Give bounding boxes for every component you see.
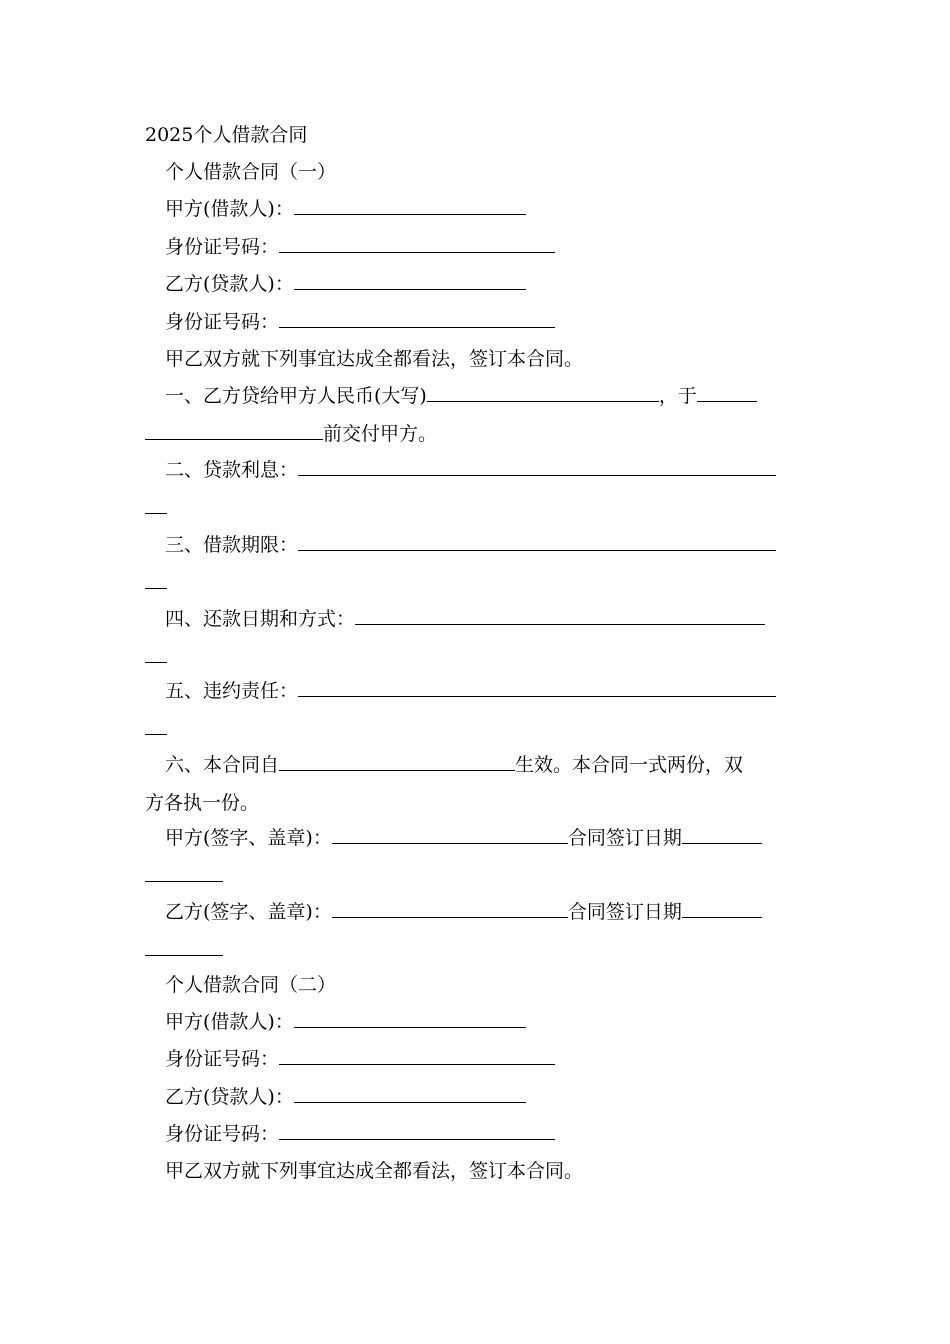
contract-2-id-b-line xyxy=(145,1116,830,1153)
contract-1-agreement: 甲乙双方就下列事宜达成全都看法，签订本合同。 xyxy=(165,348,584,370)
id-blank xyxy=(279,306,555,328)
party-b-blank xyxy=(294,268,526,290)
sign-a-date-label: 合同签订日期 xyxy=(567,827,682,849)
effective-blank xyxy=(279,749,515,771)
sign-b-continuation xyxy=(145,932,810,969)
clause-6-line-1 xyxy=(145,747,830,784)
clause-2-line xyxy=(145,452,830,489)
id-blank xyxy=(279,1043,555,1065)
sign-a-label: 甲方(签字、盖章)： xyxy=(165,827,332,849)
contract-2-id-a-line xyxy=(145,1041,830,1078)
clause-1-separator: ，于 xyxy=(658,385,697,407)
contract-2-agreement: 甲乙双方就下列事宜达成全都看法，签订本合同。 xyxy=(165,1160,584,1182)
sign-a-date-blank xyxy=(682,822,762,844)
interest-blank-continued xyxy=(145,492,167,514)
clause-1-line-2 xyxy=(145,416,810,453)
contract-2-heading: 个人借款合同（二） xyxy=(165,974,337,996)
clause-2-continuation xyxy=(145,490,810,527)
id-label: 身份证号码： xyxy=(165,311,280,333)
id-blank xyxy=(279,1118,555,1140)
contract-2-party-b-line xyxy=(145,1079,830,1116)
clause-1-text: 一、乙方贷给甲方人民币(大写) xyxy=(165,385,427,407)
sign-a-continuation xyxy=(145,858,810,895)
id-label: 身份证号码： xyxy=(165,1048,280,1070)
clause-1-line-1 xyxy=(145,378,830,415)
liability-blank-continued xyxy=(145,713,167,735)
repayment-blank xyxy=(355,603,765,625)
sign-b-label: 乙方(签字、盖章)： xyxy=(165,901,332,923)
clause-6-text: 六、本合同自 xyxy=(165,754,280,776)
sign-b-date-label: 合同签订日期 xyxy=(567,901,682,923)
contract-1-heading: 个人借款合同（一） xyxy=(165,161,337,183)
clause-5-label: 五、违约责任： xyxy=(165,680,299,702)
contract-2-party-a-line xyxy=(145,1004,830,1041)
sign-b-date-blank-continued xyxy=(145,934,223,956)
contract-1-id-b-line xyxy=(145,304,830,341)
id-label: 身份证号码： xyxy=(165,1123,280,1145)
date-blank-continued xyxy=(145,418,323,440)
clause-1-tail: 前交付甲方。 xyxy=(323,423,438,445)
sign-b-blank xyxy=(332,896,568,918)
party-b-label: 乙方(贷款人)： xyxy=(165,1086,294,1108)
party-a-label: 甲方(借款人)： xyxy=(165,1011,294,1033)
interest-blank xyxy=(298,454,776,476)
party-a-blank xyxy=(294,193,526,215)
contract-1-party-b-line xyxy=(145,266,830,303)
sign-a-line xyxy=(145,820,830,857)
sign-b-date-blank xyxy=(682,896,762,918)
clause-3-line xyxy=(145,527,830,564)
party-a-blank xyxy=(294,1006,526,1028)
repayment-blank-continued xyxy=(145,641,167,663)
party-a-label: 甲方(借款人)： xyxy=(165,198,294,220)
contract-1-party-a-line xyxy=(145,191,830,228)
amount-blank xyxy=(427,380,659,402)
term-blank xyxy=(298,529,776,551)
clause-6-text-continued: 生效。本合同一式两份，双 xyxy=(515,754,744,776)
document-title: 2025个人借款合同 xyxy=(145,124,308,146)
clause-3-label: 三、借款期限： xyxy=(165,534,299,556)
id-blank xyxy=(279,231,555,253)
contract-1-id-a-line xyxy=(145,229,830,266)
clause-4-label: 四、还款日期和方式： xyxy=(165,608,356,630)
clause-6-line-2: 方各执一份。 xyxy=(145,792,260,814)
party-b-blank xyxy=(294,1081,526,1103)
clause-5-line xyxy=(145,673,830,710)
party-b-label: 乙方(贷款人)： xyxy=(165,273,294,295)
id-label: 身份证号码： xyxy=(165,236,280,258)
clause-3-continuation xyxy=(145,565,810,602)
sign-a-blank xyxy=(332,822,568,844)
liability-blank xyxy=(298,675,776,697)
clause-5-continuation xyxy=(145,711,810,748)
date-blank xyxy=(697,380,757,402)
sign-b-line xyxy=(145,894,830,931)
sign-a-date-blank-continued xyxy=(145,860,223,882)
clause-4-continuation xyxy=(145,639,810,676)
clause-4-line xyxy=(145,601,830,638)
term-blank-continued xyxy=(145,567,167,589)
clause-2-label: 二、贷款利息： xyxy=(165,459,299,481)
